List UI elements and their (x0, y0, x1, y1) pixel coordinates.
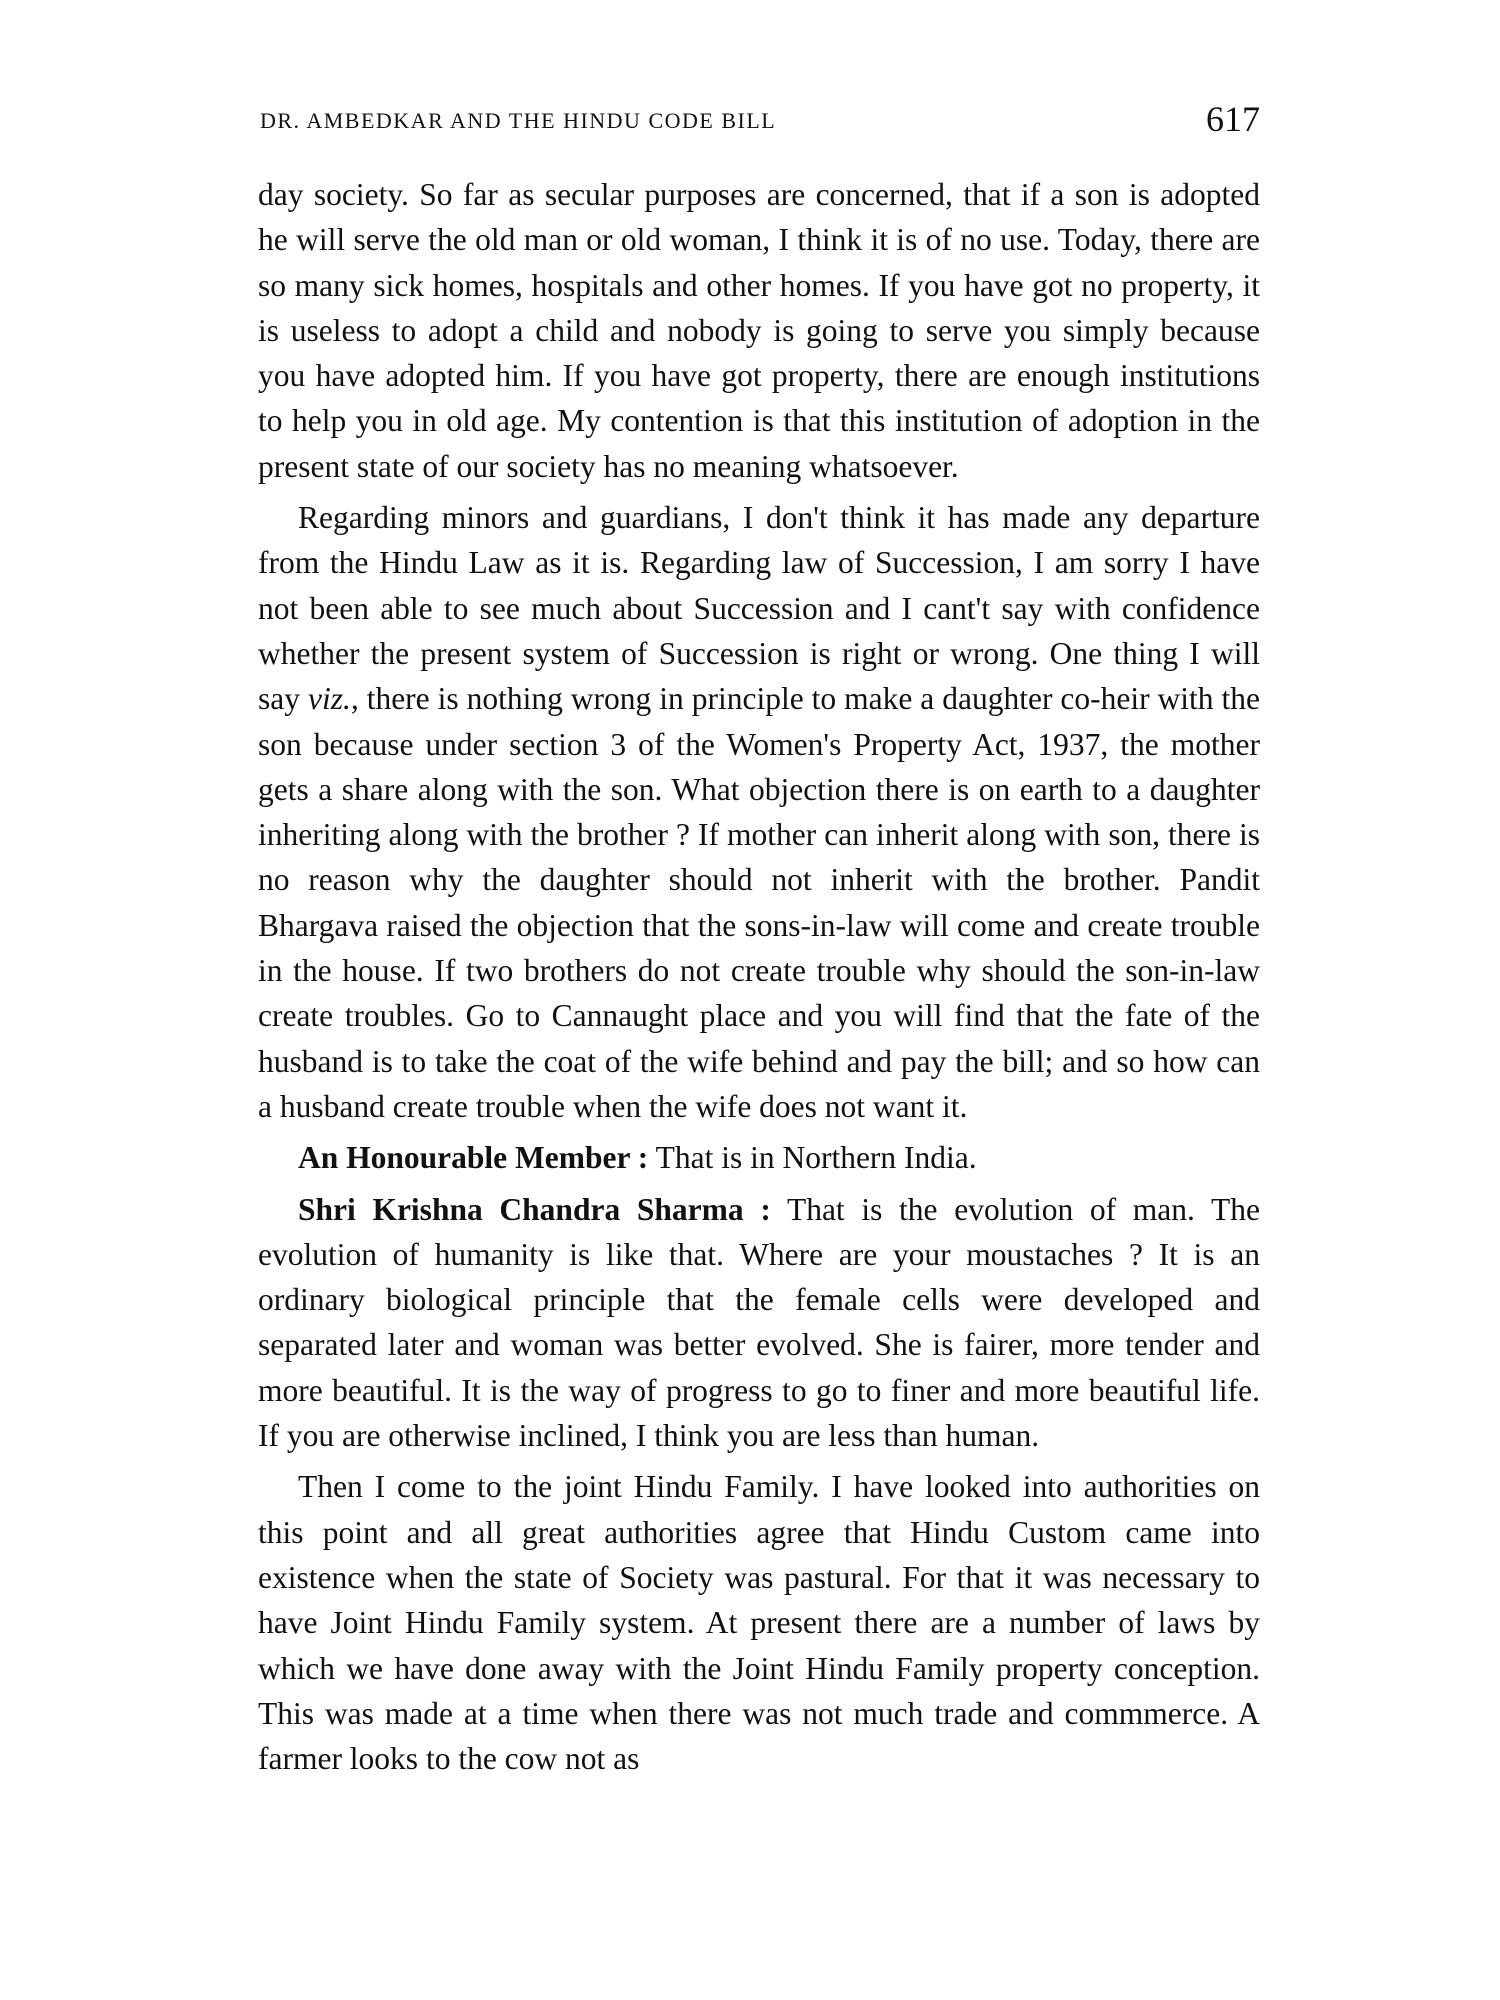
paragraph-3 (258, 1135, 1260, 1180)
page-number: 617 (1206, 99, 1260, 139)
body-text (258, 172, 1260, 1787)
paragraph-4 (258, 1187, 1260, 1459)
paragraph-5: Then I come to the joint Hindu Family. I have looked into authorities on this point and all great authorities agree that Hindu Custom came into existence when the state of Society was pastural. For that it was necessary to have Joint Hindu Family system. At present there are a number of laws by which we have done away with the Joint Hindu Family property conception. This was made at a time when there was not much trade and commmerce. A farmer looks to the cow not as (258, 1469, 1260, 1777)
paragraph-2-text-before: Regarding minors and guardians, I don't think it has made any departure from the Hindu Law as it is. Regarding law of Succession, I am sorry I have not been able to see much about Succession and I cant't say with confidence whether the present system of Succession is right or wrong. One thing I will say (258, 500, 1260, 717)
paragraph-4-text: That is the evolution of man. The evolution of humanity is like that. Where are your moustaches ? It is an ordinary biological principle that the female cells were developed and separated later and woman was better evolved. She is fairer, more tender and more beautiful. It is the way of progress to go to finer and more beautiful life. If you are otherwise inclined, I think you are less than human. (258, 1191, 1260, 1454)
paragraph-2-text-after: there is nothing wrong in principle to make a daughter co-heir with the son because under section 3 of the Women's Property Act, 1937, the mother gets a share along with the son. What objection there is on earth to a daughter inheriting along with the brother ? If mother can inherit along with son, there is no reason why the daughter should not inherit with the brother. Pandit Bhargava raised the objection that the sons-in-law will come and create trouble in the house. If two brothers do not create trouble why should the son-in-law create troubles. Go to Cannaught place and you will find that the fate of the husband is to take the coat of the wife behind and pay the bill; and so how can a husband create trouble when the wife does not want it. (258, 681, 1261, 1124)
speaker-honourable-member: An Honourable Member : (298, 1140, 649, 1176)
paragraph-1: day society. So far as secular purposes are concerned, that if a son is adopted he will serve the old man or old woman, I think it is of no use. Today, there are so many sick homes, hospitals and other homes. If you have got no property, it is useless to adopt a child and nobody is going to serve you simply because you have adopted him. If you have got property, there are enough institutions to help you in old age. My contention is that this institution of adoption in the present state of our society has no meaning whatsoever. (258, 177, 1260, 484)
viz-abbreviation: viz., (307, 681, 359, 717)
page-header (260, 98, 1260, 148)
paragraph-2 (258, 495, 1260, 1129)
paragraph-3-text: That is in Northern India. (655, 1140, 977, 1176)
speaker-krishna-chandra-sharma: Shri Krishna Chandra Sharma : (298, 1191, 771, 1227)
running-head: DR. AMBEDKAR AND THE HINDU CODE BILL (260, 108, 777, 133)
